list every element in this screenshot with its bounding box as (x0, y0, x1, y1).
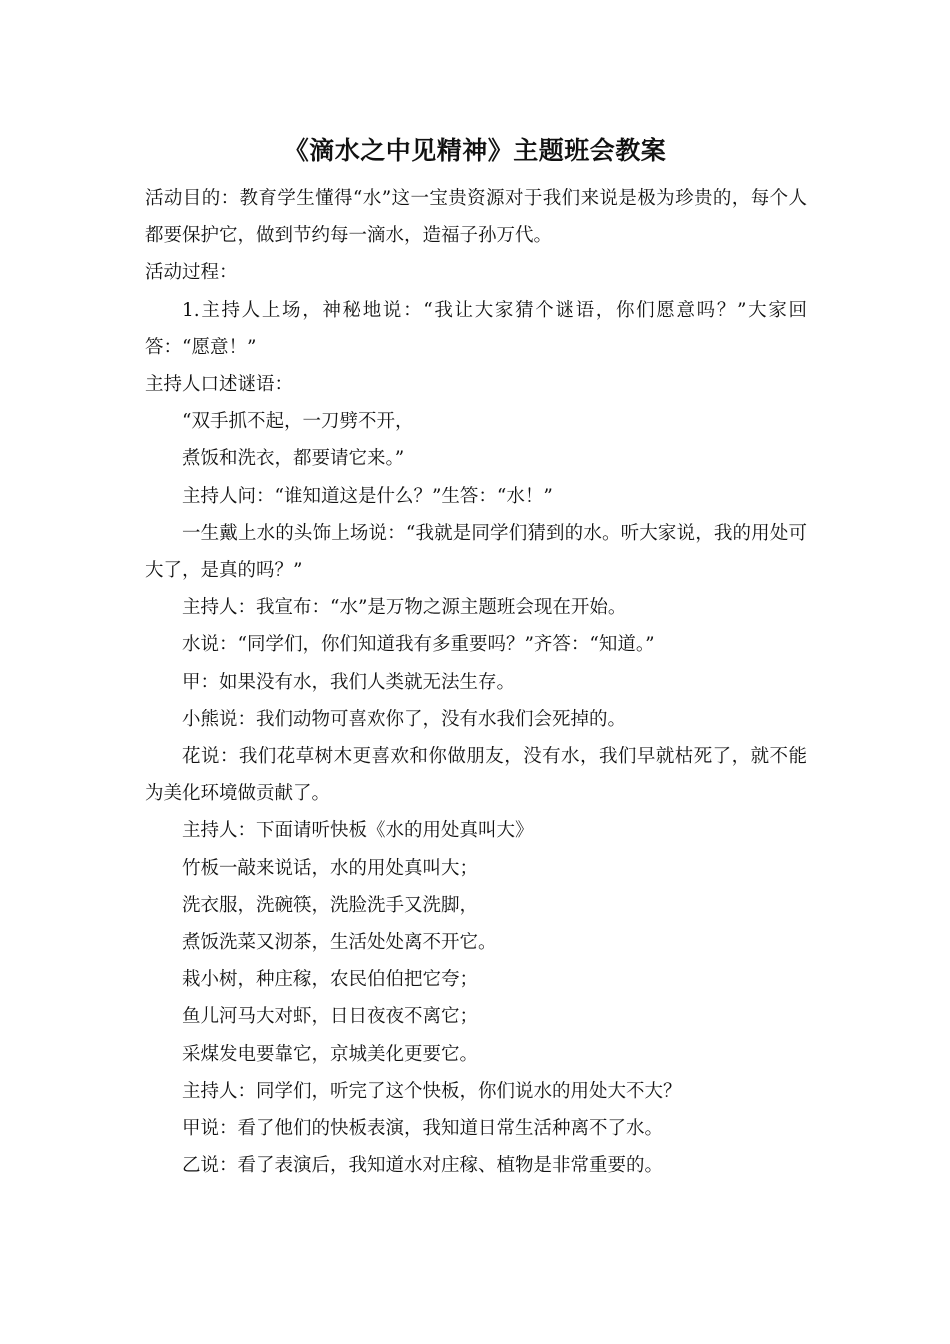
paragraph-host-question: 主持人：同学们，听完了这个快板，你们说水的用处大不大？ (182, 1080, 682, 1102)
paragraph-process-heading: 活动过程： (145, 262, 238, 284)
paragraph-host-kuaiban: 主持人：下面请听快板《水的用处真叫大》 (182, 820, 534, 842)
paragraph-jia-answer: 甲说：看了他们的快板表演，我知道日常生活种离不了水。 (182, 1118, 664, 1140)
paragraph-purpose: 活动目的：教育学生懂得“水”这一宝贵资源对于我们来说是极为珍贵的，每个人都要保护它，做到节约每一滴水，造福子孙万代。 (145, 188, 807, 247)
paragraph-kuaiban-line-6: 采煤发电要靠它，京城美化更要它。 (182, 1043, 479, 1065)
document-title: 《滴水之中见精神》主题班会教案 (283, 136, 667, 165)
paragraph-flower-says: 花说：我们花草树木更喜欢和你做朋友，没有水，我们早就枯死了，就不能为美化环境做贡献了。 (145, 746, 807, 805)
paragraph-water-says: 水说：“同学们，你们知道我有多重要吗？”齐答：“知道。” (182, 634, 655, 656)
paragraph-bear-says: 小熊说：我们动物可喜欢你了，没有水我们会死掉的。 (182, 708, 627, 730)
paragraph-kuaiban-line-4: 栽小树，种庄稼，农民伯伯把它夸； (182, 969, 479, 991)
paragraph-yi-answer: 乙说：看了表演后，我知道水对庄稼、植物是非常重要的。 (182, 1155, 664, 1177)
paragraph-host-asks: 主持人问：“谁知道这是什么？”生答：“水！” (182, 485, 553, 507)
paragraph-host-announces: 主持人：我宣布：“水”是万物之源主题班会现在开始。 (182, 597, 627, 619)
document-body (145, 180, 807, 1184)
paragraph-water-enters: 一生戴上水的头饰上场说：“我就是同学们猜到的水。听大家说，我的用处可大了，是真的吗？” (145, 522, 807, 582)
paragraph-host-enters: 1.主持人上场，神秘地说：“我让大家猜个谜语，你们愿意吗？”大家回答：“愿意！” (145, 299, 807, 358)
paragraph-kuaiban-line-2: 洗衣服，洗碗筷，洗脸洗手又洗脚， (182, 894, 479, 916)
paragraph-kuaiban-line-1: 竹板一敲来说话，水的用处真叫大； (182, 857, 479, 879)
paragraph-kuaiban-line-3: 煮饭洗菜又沏茶，生活处处离不开它。 (182, 932, 497, 954)
paragraph-kuaiban-line-5: 鱼儿河马大对虾，日日夜夜不离它； (182, 1006, 479, 1028)
paragraph-riddle-line-1: “双手抓不起，一刀劈不开， (182, 411, 414, 433)
paragraph-riddle-line-2: 煮饭和洗衣，都要请它来。” (182, 448, 405, 470)
paragraph-riddle-intro: 主持人口述谜语： (145, 374, 294, 396)
paragraph-jia-says: 甲：如果没有水，我们人类就无法生存。 (182, 671, 516, 693)
